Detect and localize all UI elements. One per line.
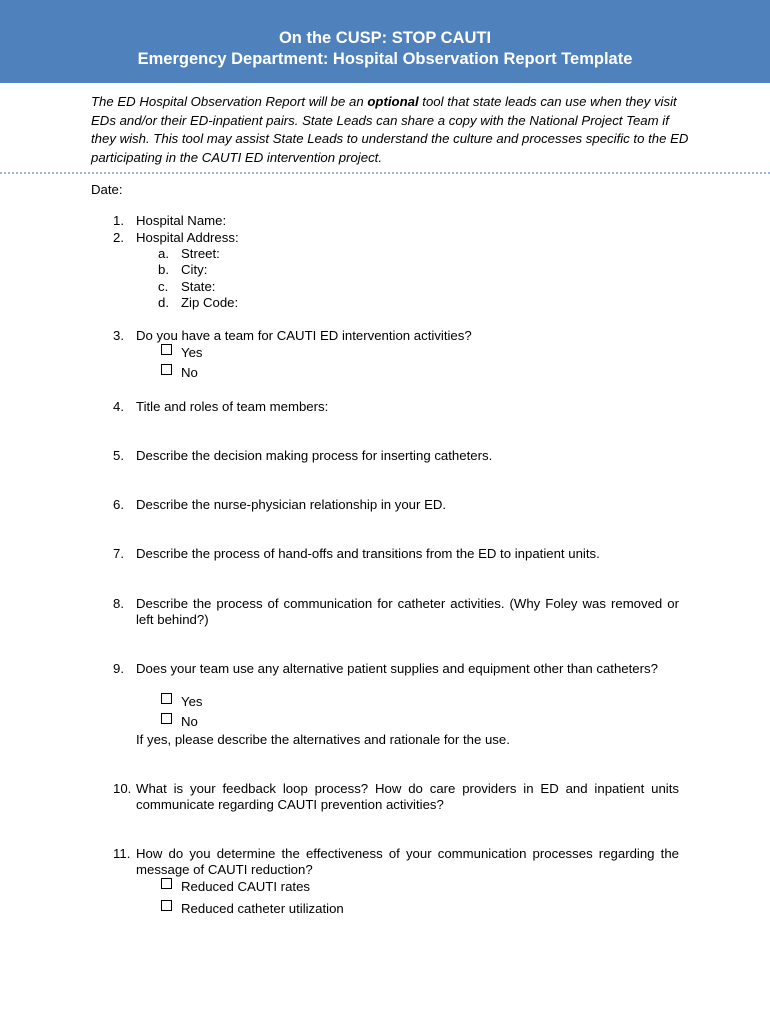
yes-option-label: Yes <box>181 345 203 360</box>
sub-item-letter: b. <box>158 262 169 277</box>
question-number: 11. <box>113 846 131 861</box>
reduced-cauti-rates-label: Reduced CAUTI rates <box>181 879 310 894</box>
no-checkbox[interactable] <box>161 713 172 724</box>
report-header-banner <box>0 0 770 83</box>
alternatives-followup: If yes, please describe the alternatives and rationale for the use. <box>136 732 510 747</box>
question-number: 2. <box>113 230 124 245</box>
question-hospital-address: Hospital Address: <box>136 230 239 245</box>
question-nurse-physician: Describe the nurse-physician relationship in your ED. <box>136 497 447 512</box>
address-state-label: State: <box>181 279 216 294</box>
address-street-label: Street: <box>181 246 220 261</box>
question-number: 8. <box>113 596 124 611</box>
reduced-catheter-utilization-label: Reduced catheter utilization <box>181 901 344 916</box>
question-team-exists: Do you have a team for CAUTI ED intervention activities? <box>136 328 472 343</box>
question-decision-process: Describe the decision making process for inserting catheters. <box>136 448 493 463</box>
reduced-cauti-rates-checkbox[interactable] <box>161 878 172 889</box>
report-title: On the CUSP: STOP CAUTI <box>278 29 492 47</box>
intro-text-before: The ED Hospital Observation Report will be an <box>91 94 368 109</box>
question-number: 5. <box>113 448 124 463</box>
question-communication-effectiveness: How do you determine the effectiveness of your communication processes regarding the message of CAUTI reduction? <box>136 846 679 877</box>
yes-checkbox[interactable] <box>161 693 172 704</box>
sub-item-letter: c. <box>158 279 169 294</box>
intro-paragraph <box>91 93 691 167</box>
no-checkbox[interactable] <box>161 364 172 375</box>
no-option-label: No <box>181 365 198 380</box>
sub-item-letter: d. <box>158 295 169 310</box>
address-zip-label: Zip Code: <box>181 295 239 310</box>
intro-text-after: tool that state leads can use when they visit EDs and/or their ED-inpatient pairs. State Leads can share a copy with the National Project Team if they wish. This tool may assist State Leads to understand the culture and processes specific to the ED participating in the CAUTI ED intervention project. <box>91 94 689 165</box>
question-hospital-name: Hospital Name: <box>136 213 227 228</box>
question-number: 10. <box>113 781 132 796</box>
sub-item-letter: a. <box>158 246 169 261</box>
question-number: 7. <box>113 546 124 561</box>
yes-option-label: Yes <box>181 694 203 709</box>
question-number: 3. <box>113 328 124 343</box>
question-number: 4. <box>113 399 124 414</box>
question-number: 9. <box>113 661 124 676</box>
reduced-catheter-utilization-checkbox[interactable] <box>161 900 172 911</box>
question-alternative-supplies: Does your team use any alternative patient supplies and equipment other than catheters? <box>136 661 658 676</box>
no-option-label: No <box>181 714 198 729</box>
question-feedback-loop: What is your feedback loop process? How do care providers in ED and inpatient units communicate regarding CAUTI prevention activities? <box>136 781 679 812</box>
intro-emphasis: optional <box>367 94 419 109</box>
question-team-roles: Title and roles of team members: <box>136 399 329 414</box>
section-divider <box>0 172 770 174</box>
date-label: Date: <box>91 182 123 197</box>
report-subtitle: Emergency Department: Hospital Observation Report Template <box>137 50 633 68</box>
yes-checkbox[interactable] <box>161 344 172 355</box>
question-hand-offs: Describe the process of hand-offs and transitions from the ED to inpatient units. <box>136 546 600 561</box>
question-number: 1. <box>113 213 124 228</box>
address-city-label: City: <box>181 262 208 277</box>
question-catheter-communication: Describe the process of communication for catheter activities. (Why Foley was removed or left behind?) <box>136 596 679 627</box>
question-number: 6. <box>113 497 124 512</box>
